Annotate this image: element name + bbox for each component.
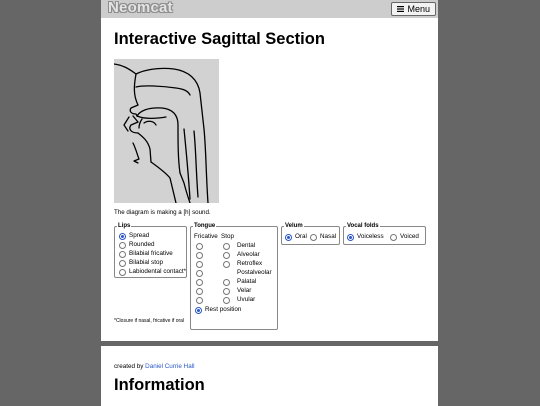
- radio-button[interactable]: [119, 260, 126, 267]
- lips-option-bilabial-fricative[interactable]: [119, 250, 173, 258]
- menu-button[interactable]: [391, 2, 436, 16]
- velum-option-nasal[interactable]: [310, 233, 336, 241]
- radio-button[interactable]: [195, 307, 202, 314]
- lips-option-spread[interactable]: [119, 232, 149, 240]
- tongue-stop-alveolar[interactable]: [223, 252, 230, 259]
- tongue-fricative-velar[interactable]: [196, 288, 203, 295]
- hamburger-icon: [397, 6, 404, 12]
- diagram-caption: The diagram is making a [h] sound.: [114, 209, 211, 216]
- stop-column-header: Stop: [221, 233, 234, 240]
- tongue-fricative-palatal[interactable]: [196, 279, 203, 286]
- tongue-fricative-dental[interactable]: [196, 243, 203, 250]
- option-label: Bilabial fricative: [129, 250, 173, 257]
- option-label: Bilabial stop: [129, 259, 163, 266]
- credit-line: [114, 363, 195, 370]
- lips-legend: Lips: [118, 223, 131, 229]
- option-label: Voiceless: [357, 233, 384, 240]
- tongue-stop-uvular[interactable]: [223, 297, 230, 304]
- place-label-alveolar: Alveolar: [237, 251, 260, 258]
- tongue-stop-retroflex[interactable]: [223, 261, 230, 268]
- tongue-fieldset: [190, 223, 278, 330]
- site-logo[interactable]: Neomcat: [108, 0, 173, 16]
- main-panel: [101, 18, 438, 341]
- tongue-stop-velar[interactable]: [223, 288, 230, 295]
- sagittal-diagram: [114, 59, 219, 203]
- velum-option-oral[interactable]: [285, 233, 307, 241]
- velum-legend: Velum: [285, 223, 303, 229]
- footnote: *Closure if nasal, fricative if oral: [114, 318, 185, 324]
- tongue-fricative-alveolar[interactable]: [196, 252, 203, 259]
- tongue-option-rest-position[interactable]: [195, 306, 241, 314]
- place-label-postalveolar: Postalveolar: [237, 269, 272, 276]
- radio-button[interactable]: [347, 234, 354, 241]
- option-label: Spread: [129, 232, 150, 239]
- vocal-folds-legend: Vocal folds: [347, 223, 379, 229]
- vocal-folds-option-voiceless[interactable]: [347, 233, 384, 241]
- menu-button-label: Menu: [407, 4, 430, 14]
- lips-option-rounded[interactable]: [119, 241, 155, 249]
- place-label-velar: Velar: [237, 287, 252, 294]
- vocal-tract-drawing: [114, 59, 219, 203]
- option-label: Rest position: [205, 306, 242, 313]
- radio-button[interactable]: [285, 234, 292, 241]
- option-label: Labiodental contact*: [129, 268, 187, 275]
- option-label: Voiced: [400, 233, 419, 240]
- velum-fieldset: [281, 223, 340, 245]
- radio-button[interactable]: [119, 242, 126, 249]
- option-label: Nasal: [320, 233, 337, 240]
- information-heading: Information: [114, 376, 205, 394]
- tongue-stop-dental[interactable]: [223, 243, 230, 250]
- place-label-uvular: Uvular: [237, 296, 256, 303]
- credit-prefix: created by: [114, 363, 144, 370]
- vocal-folds-fieldset: [343, 223, 426, 245]
- radio-button[interactable]: [119, 269, 126, 276]
- place-label-retroflex: Retroflex: [237, 260, 263, 267]
- place-label-dental: Dental: [237, 242, 256, 249]
- info-panel: [101, 346, 438, 406]
- fricative-column-header: Fricative: [194, 233, 218, 240]
- radio-button[interactable]: [310, 234, 317, 241]
- top-bar: [101, 0, 438, 18]
- tongue-fricative-retroflex[interactable]: [196, 261, 203, 268]
- option-label: Oral: [295, 233, 307, 240]
- radio-button[interactable]: [119, 233, 126, 240]
- lips-option-bilabial-stop[interactable]: [119, 259, 163, 267]
- page-title: Interactive Sagittal Section: [114, 30, 325, 48]
- lips-fieldset: [114, 223, 187, 278]
- vocal-folds-option-voiced[interactable]: [390, 233, 419, 241]
- lips-option-labiodental[interactable]: [119, 268, 186, 276]
- tongue-fricative-uvular[interactable]: [196, 297, 203, 304]
- author-link[interactable]: Daniel Currie Hall: [145, 363, 195, 370]
- tongue-fricative-postalveolar[interactable]: [196, 270, 203, 277]
- option-label: Rounded: [129, 241, 155, 248]
- tongue-legend: Tongue: [194, 223, 216, 229]
- radio-button[interactable]: [119, 251, 126, 258]
- radio-button[interactable]: [390, 234, 397, 241]
- place-label-palatal: Palatal: [237, 278, 257, 285]
- tongue-stop-palatal[interactable]: [223, 279, 230, 286]
